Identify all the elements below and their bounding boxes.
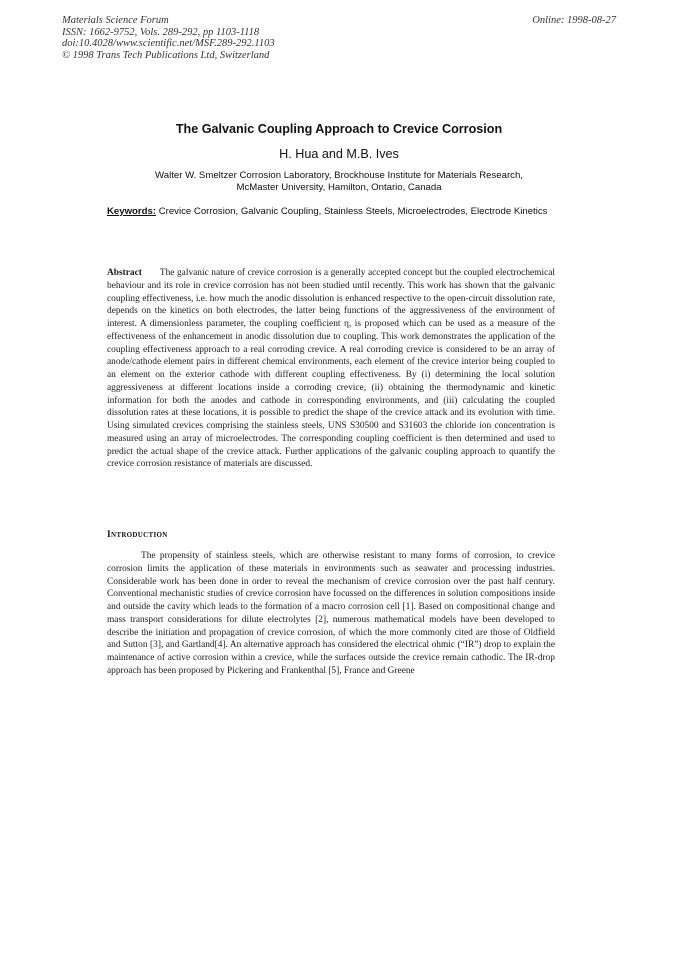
- keywords-block: [107, 206, 549, 217]
- publication-info: [62, 15, 275, 61]
- abstract-block: [107, 267, 555, 471]
- paper-authors: H. Hua and M.B. Ives: [279, 147, 399, 161]
- introduction-body: [107, 550, 555, 678]
- online-date: Online: 1998-08-27: [532, 15, 616, 26]
- issn-line: ISSN: 1662-9752, Vols. 289-292, pp 1103-1118: [62, 26, 260, 38]
- keywords-label: Keywords:: [107, 206, 157, 217]
- paper-title: The Galvanic Coupling Approach to Crevice Corrosion: [175, 122, 503, 136]
- affiliation: [0, 170, 678, 194]
- copyright-line: © 1998 Trans Tech Publications Ltd, Switzerland: [62, 49, 270, 61]
- introduction-paragraph: The propensity of stainless steels, which are otherwise resistant to many forms of corrosion, to crevice corrosion limits the application of these materials in environments such as seawater and processing industries. Considerable work has been done in order to reveal the mechanism of crevice corrosion over the past half century. Conventional mechanistic studies of crevice corrosion have focussed on the differences in solution compositions inside and outside the cavity which leads to the formation of a macro corrosion cell [1]. Based on compositional change and mass transport considerations for dilute electrolytes [2], numerous mathematical models have been developed to describe the initiation and propagation of crevice corrosion, of which the more commonly cited are those of Oldfield and Sutton [3], and Gartland[4]. An alternative approach has considered the electrical ohmic (“IR”) drop to explain the maintenance of active corrosion within a crevice, while the surfaces outside the crevice remain cathodic. The IR-drop approach has been proposed by Pickering and Frankenthal [5], France and Greene: [107, 551, 555, 676]
- abstract-text: The galvanic nature of crevice corrosion is a generally accepted concept but the coupled electrochemical behaviour and its role in crevice corrosion has not been studied until recently. This work has shown that the galvanic coupling effectiveness, i.e. how much the anodic dissolution is enhanced respective to the open-circuit dissolution rate, depends on the kinetics on both electrodes, the latter being functions of the aggressiveness of the environment of interest. A dimensionless parameter, the coupling coefficient η, is proposed which can be used as a measure of the effectiveness of the enhancement in anodic dissolution due to coupling. This work demonstrates the application of the coupling effectiveness approach to a real corroding crevice. A real corroding crevice is considered to be an array of anode/cathode element pairs in different chemical environments, each element of the crevice interior being coupled to an element on the exterior cathode with different coupling effectiveness. By (i) determining the local solution aggressiveness at different locations inside a corroding crevice, (ii) obtaining the thermodynamic and kinetic information for both the anodes and cathode in corresponding environments, and (iii) calculating the coupled dissolution rates at these locations, it is possible to predict the shape of the crevice attack and its evolution with time. Using simulated crevices comprising the stainless steels, UNS S30500 and S31603 the chloride ion concentration is measured using an array of microelectrodes. The corresponding coupling coefficient is then determined and used to predict the actual shape of the crevice attack. Further applications of the galvanic coupling approach to quantify the crevice corrosion resistance of materials are discussed.: [107, 268, 555, 470]
- affiliation-line-1: Walter W. Smeltzer Corrosion Laboratory, Brockhouse Institute for Materials Research,: [155, 170, 523, 181]
- abstract-label: Abstract: [107, 268, 142, 278]
- keywords-text: Crevice Corrosion, Galvanic Coupling, Stainless Steels, Microelectrodes, Electrode Kinetics: [158, 206, 548, 217]
- journal-name: Materials Science Forum: [62, 15, 169, 26]
- affiliation-line-2: McMaster University, Hamilton, Ontario, Canada: [236, 182, 442, 193]
- doi-link[interactable]: doi:10.4028/www.scientific.net/MSF.289-292.1103: [62, 38, 275, 49]
- section-heading-introduction: Introduction: [107, 530, 168, 540]
